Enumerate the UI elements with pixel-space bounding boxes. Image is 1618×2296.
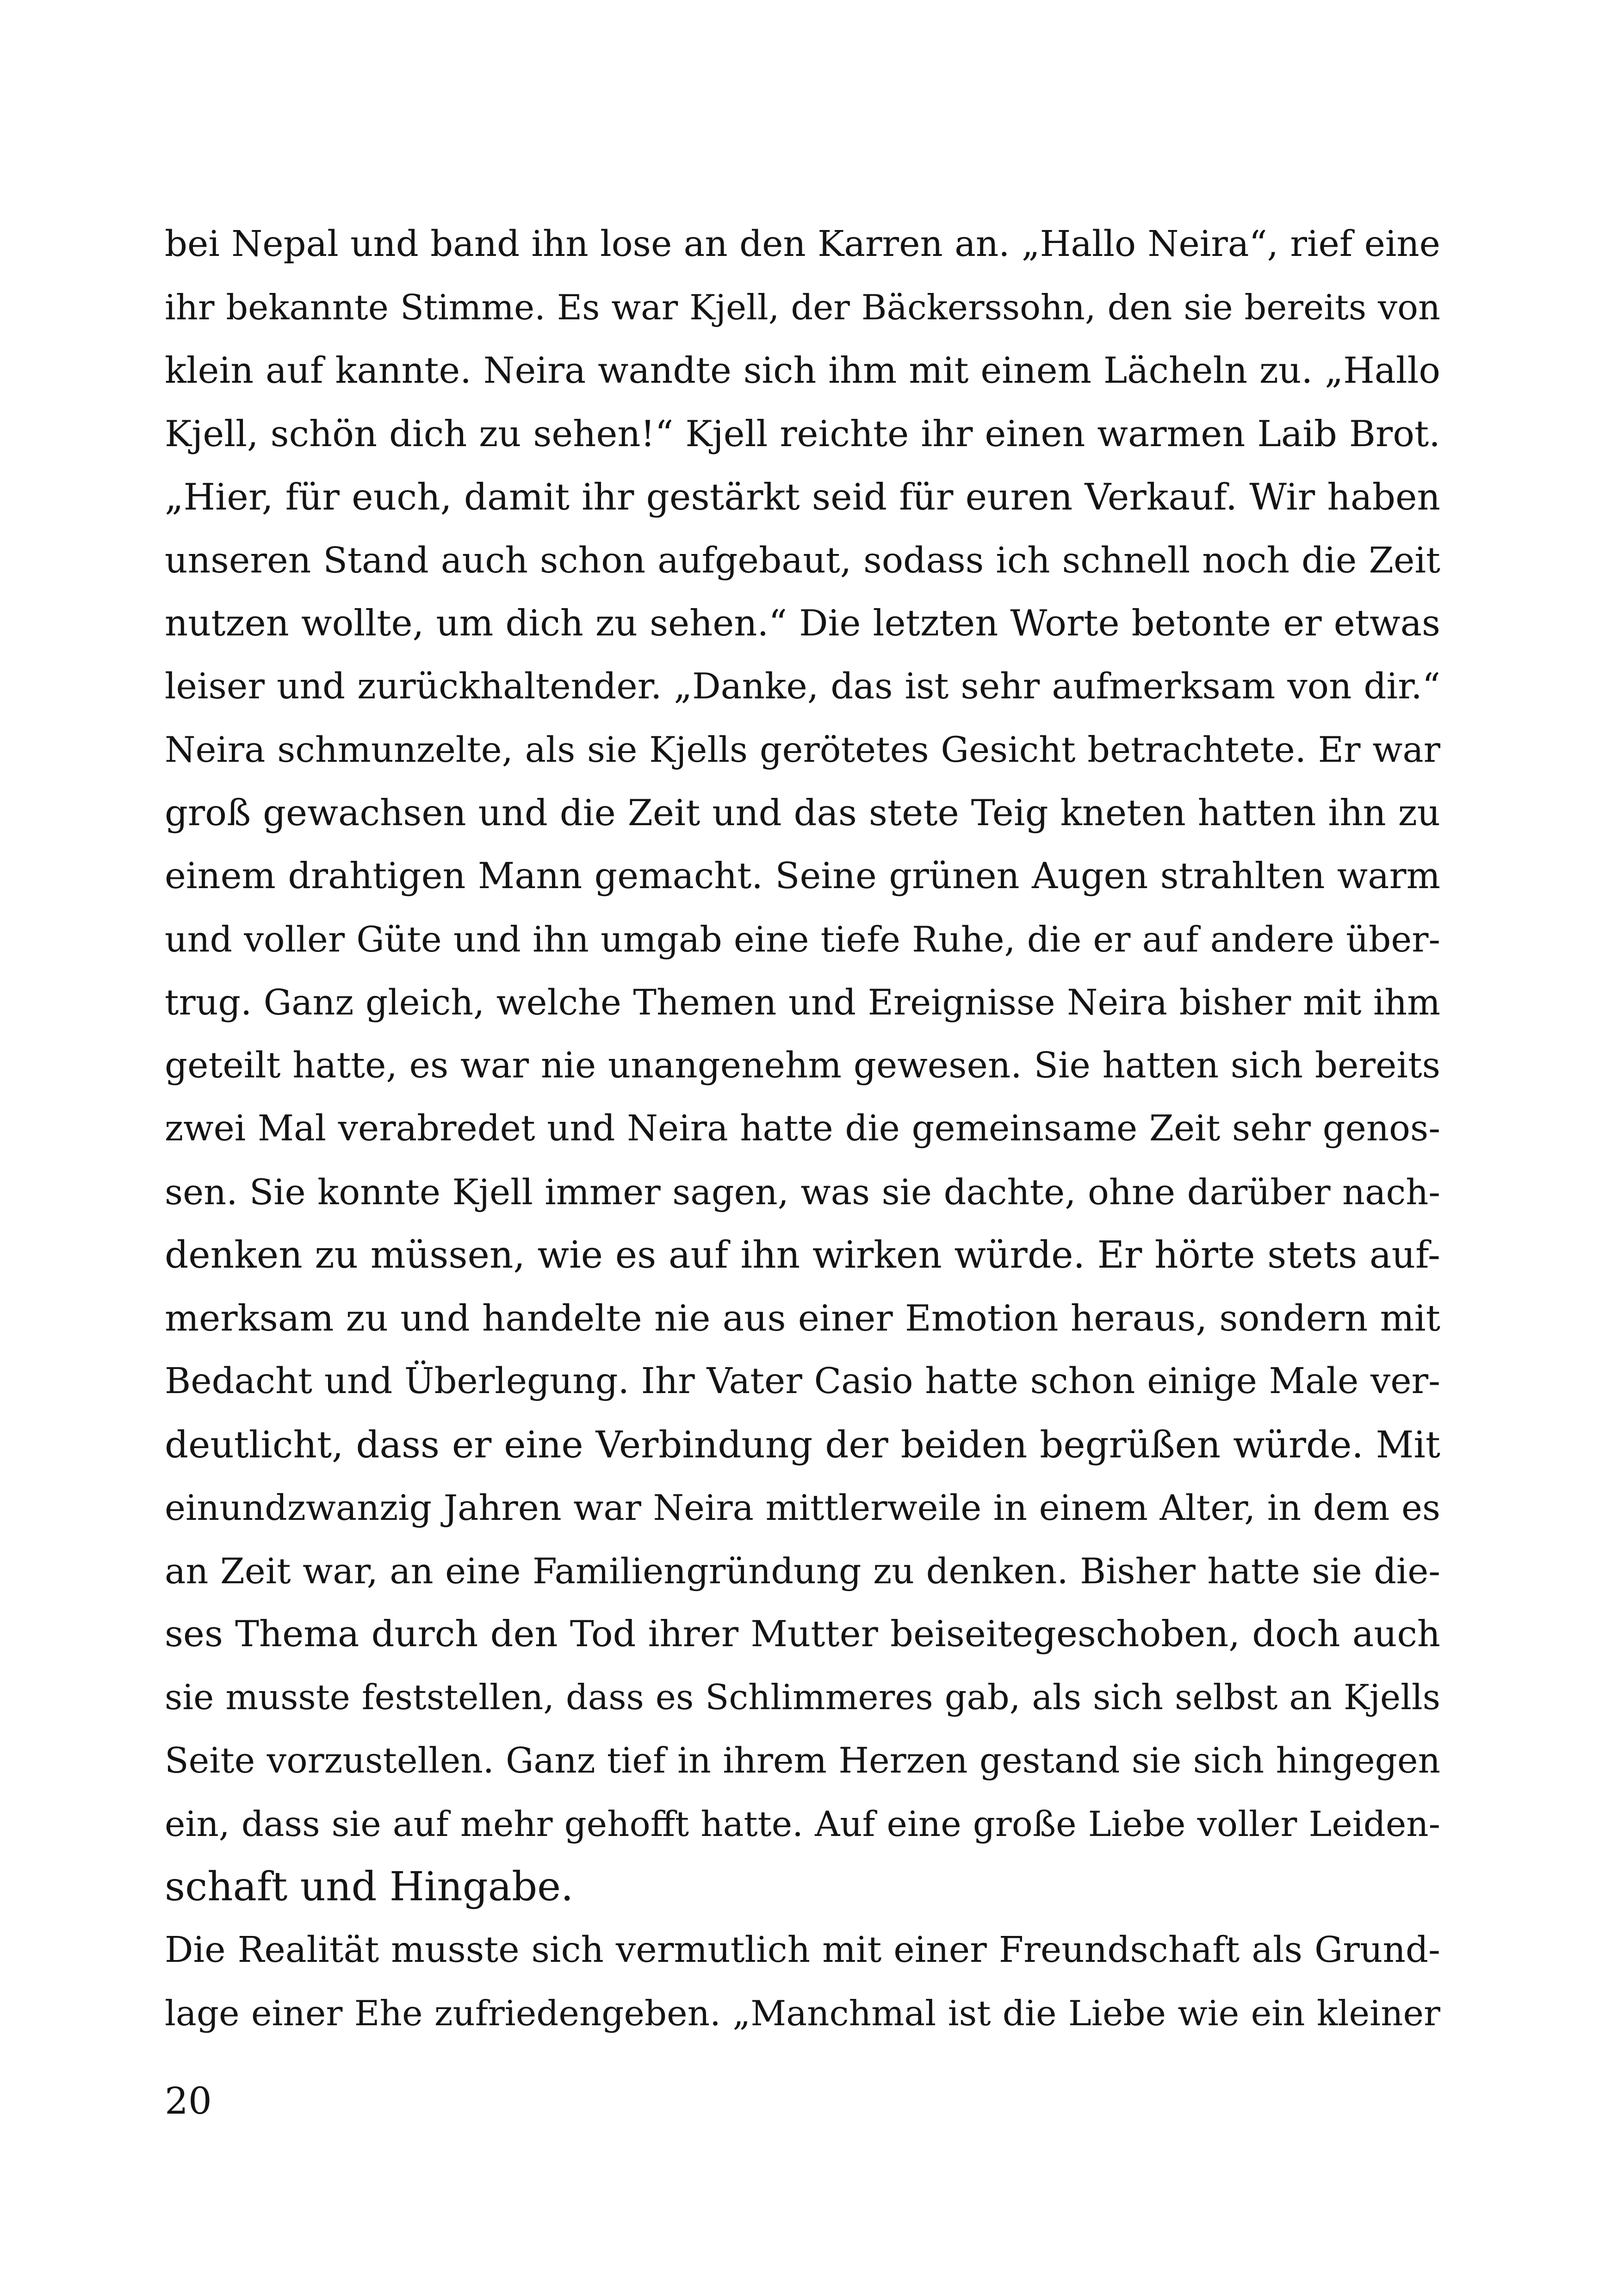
text-line: unseren Stand auch schon aufgebaut, sodass ich schnell noch die Zeit — [165, 539, 1440, 581]
text-line: deutlicht, dass er eine Verbindung der beiden begrüßen würde. Mit — [165, 1423, 1440, 1466]
text-line: merksam zu und handelte nie aus einer Emotion heraus, sondern mit — [165, 1297, 1440, 1339]
text-line: denken zu müssen, wie es auf ihn wirken würde. Er hörte stets auf- — [165, 1233, 1440, 1276]
text-line: Neira schmunzelte, als sie Kjells gerötetes Gesicht betrachtete. Er war — [165, 729, 1440, 770]
text-line: Kjell, schön dich zu sehen!“ Kjell reichte ihr einen warmen Laib Brot. — [165, 413, 1440, 455]
page-number: 20 — [165, 2079, 212, 2122]
text-line: klein auf kannte. Neira wandte sich ihm mit einem Lächeln zu. „Hallo — [165, 350, 1440, 392]
text-line: ihr bekannte Stimme. Es war Kjell, der Bäckerssohn, den sie bereits von — [165, 287, 1440, 328]
text-line: geteilt hatte, es war nie unangenehm gewesen. Sie hatten sich bereits — [165, 1045, 1440, 1086]
text-line: sen. Sie konnte Kjell immer sagen, was sie dachte, ohne darüber nach- — [165, 1171, 1440, 1213]
text-line: einem drahtigen Mann gemacht. Seine grünen Augen strahlten warm — [165, 855, 1440, 897]
text-line: groß gewachsen und die Zeit und das stete Teig kneten hatten ihn zu — [165, 792, 1440, 834]
text-line: an Zeit war, an eine Familiengründung zu denken. Bisher hatte sie die- — [165, 1550, 1440, 1592]
text-line: Seite vorzustellen. Ganz tief in ihrem Herzen gestand sie sich hingegen — [165, 1740, 1440, 1781]
text-line: bei Nepal und band ihn lose an den Karren an. „Hallo Neira“, rief eine — [165, 224, 1440, 265]
text-line: Die Realität musste sich vermutlich mit einer Freundschaft als Grund- — [165, 1929, 1440, 1971]
body-text — [165, 213, 1440, 2045]
text-line: trug. Ganz gleich, welche Themen und Ereignisse Neira bisher mit ihm — [165, 982, 1440, 1023]
text-line: ein, dass sie auf mehr gehofft hatte. Auf eine große Liebe voller Leiden- — [165, 1803, 1440, 1844]
text-line: nutzen wollte, um dich zu sehen.“ Die letzten Worte betonte er etwas — [165, 603, 1440, 644]
text-line: einundzwanzig Jahren war Neira mittlerweile in einem Alter, in dem es — [165, 1487, 1440, 1528]
text-line: ses Thema durch den Tod ihrer Mutter beiseitegeschoben, doch auch — [165, 1613, 1440, 1655]
text-line: lage einer Ehe zufriedengeben. „Manchmal ist die Liebe wie ein kleiner — [165, 1993, 1440, 2034]
text-line: „Hier, für euch, damit ihr gestärkt seid für euren Verkauf. Wir haben — [165, 476, 1440, 518]
text-line: leiser und zurückhaltender. „Danke, das ist sehr aufmerksam von dir.“ — [165, 666, 1440, 707]
text-line: Bedacht und Überlegung. Ihr Vater Casio hatte schon einige Male ver- — [165, 1361, 1440, 1402]
text-line: und voller Güte und ihn umgab eine tiefe Ruhe, die er auf andere über- — [165, 919, 1440, 960]
text-line: zwei Mal verabredet und Neira hatte die gemeinsame Zeit sehr genos- — [165, 1108, 1440, 1149]
text-line: schaft und Hingabe. — [165, 1864, 574, 1910]
text-line: sie musste feststellen, dass es Schlimmeres gab, als sich selbst an Kjells — [165, 1677, 1440, 1717]
